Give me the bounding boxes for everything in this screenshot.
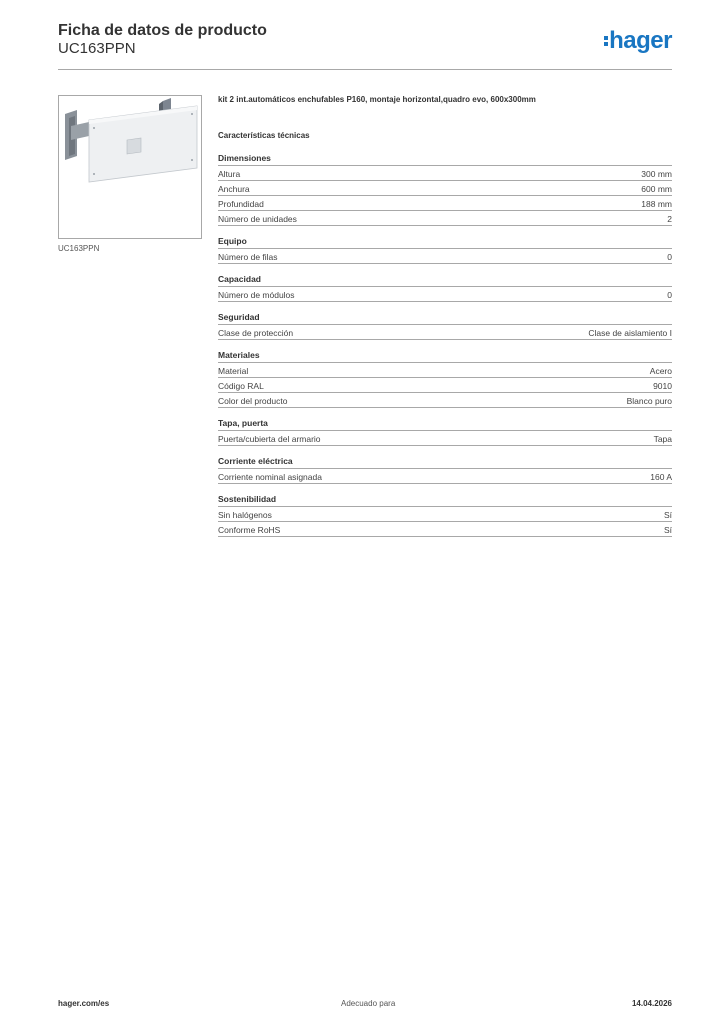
spec-section bbox=[218, 312, 672, 340]
spec-section bbox=[218, 350, 672, 408]
footer-date: 14.04.2026 bbox=[631, 999, 672, 1008]
spec-label: Clase de protección bbox=[218, 328, 294, 338]
spec-label: Altura bbox=[218, 169, 241, 179]
spec-label: Número de módulos bbox=[218, 290, 295, 300]
product-code: UC163PPN bbox=[58, 40, 136, 57]
section-title: Equipo bbox=[218, 236, 672, 249]
spec-section bbox=[218, 494, 672, 537]
spec-value: 9010 bbox=[653, 381, 672, 391]
section-title: Capacidad bbox=[218, 274, 672, 287]
spec-value: 300 mm bbox=[641, 169, 672, 179]
mounting-plate-illustration bbox=[59, 96, 201, 238]
spec-row bbox=[218, 287, 672, 302]
product-description: kit 2 int.automáticos enchufables P160, montaje horizontal,quadro evo, 600x300mm bbox=[218, 95, 536, 104]
spec-section bbox=[218, 236, 672, 264]
spec-row bbox=[218, 522, 672, 537]
spec-row bbox=[218, 166, 672, 181]
spec-label: Puerta/cubierta del armario bbox=[218, 434, 321, 444]
spec-label: Número de filas bbox=[218, 252, 278, 262]
spec-value: Tapa bbox=[653, 434, 672, 444]
spec-value: 2 bbox=[667, 214, 672, 224]
spec-row bbox=[218, 469, 672, 484]
spec-row bbox=[218, 249, 672, 264]
product-image bbox=[58, 95, 202, 239]
spec-row bbox=[218, 507, 672, 522]
section-title: Seguridad bbox=[218, 312, 672, 325]
section-title: Materiales bbox=[218, 350, 672, 363]
section-title: Corriente eléctrica bbox=[218, 456, 672, 469]
section-title: Sostenibilidad bbox=[218, 494, 672, 507]
logo-text: hager bbox=[609, 27, 672, 54]
spec-value: 0 bbox=[667, 290, 672, 300]
spec-label: Número de unidades bbox=[218, 214, 297, 224]
spec-label: Corriente nominal asignada bbox=[218, 472, 322, 482]
spec-label: Conforme RoHS bbox=[218, 525, 281, 535]
footer-note: Adecuado para bbox=[341, 999, 396, 1008]
spec-value: Sí bbox=[663, 510, 672, 520]
spec-label: Código RAL bbox=[218, 381, 264, 391]
spec-row bbox=[218, 181, 672, 196]
spec-sections bbox=[218, 153, 672, 537]
spec-value: Blanco puro bbox=[626, 396, 672, 406]
spec-row bbox=[218, 196, 672, 211]
spec-label: Profundidad bbox=[218, 199, 264, 209]
spec-row bbox=[218, 431, 672, 446]
spec-row bbox=[218, 325, 672, 340]
spec-value: 188 mm bbox=[641, 199, 672, 209]
spec-value: 600 mm bbox=[641, 184, 672, 194]
section-title: Tapa, puerta bbox=[218, 418, 672, 431]
spec-row bbox=[218, 393, 672, 408]
spec-row bbox=[218, 211, 672, 226]
specifications bbox=[218, 95, 672, 537]
spec-value: Acero bbox=[649, 366, 672, 376]
header-divider bbox=[58, 69, 672, 70]
spec-section bbox=[218, 418, 672, 446]
spec-value: Clase de aislamiento I bbox=[588, 328, 672, 338]
section-title: Dimensiones bbox=[218, 153, 672, 166]
image-caption: UC163PPN bbox=[58, 244, 100, 253]
spec-value: Sí bbox=[663, 525, 672, 535]
spec-label: Sin halógenos bbox=[218, 510, 272, 520]
spec-label: Color del producto bbox=[218, 396, 288, 406]
spec-value: 0 bbox=[667, 252, 672, 262]
spec-section bbox=[218, 456, 672, 484]
footer-website: hager.com/es bbox=[58, 999, 110, 1008]
spec-label: Material bbox=[218, 366, 249, 376]
spec-section bbox=[218, 153, 672, 226]
technical-characteristics-title: Características técnicas bbox=[218, 131, 310, 140]
spec-label: Anchura bbox=[218, 184, 250, 194]
logo-dots-icon bbox=[604, 36, 608, 46]
spec-row bbox=[218, 363, 672, 378]
spec-value: 160 A bbox=[650, 472, 672, 482]
page-title: Ficha de datos de producto bbox=[58, 22, 267, 39]
spec-row bbox=[218, 378, 672, 393]
hager-logo bbox=[604, 28, 672, 54]
spec-section bbox=[218, 274, 672, 302]
